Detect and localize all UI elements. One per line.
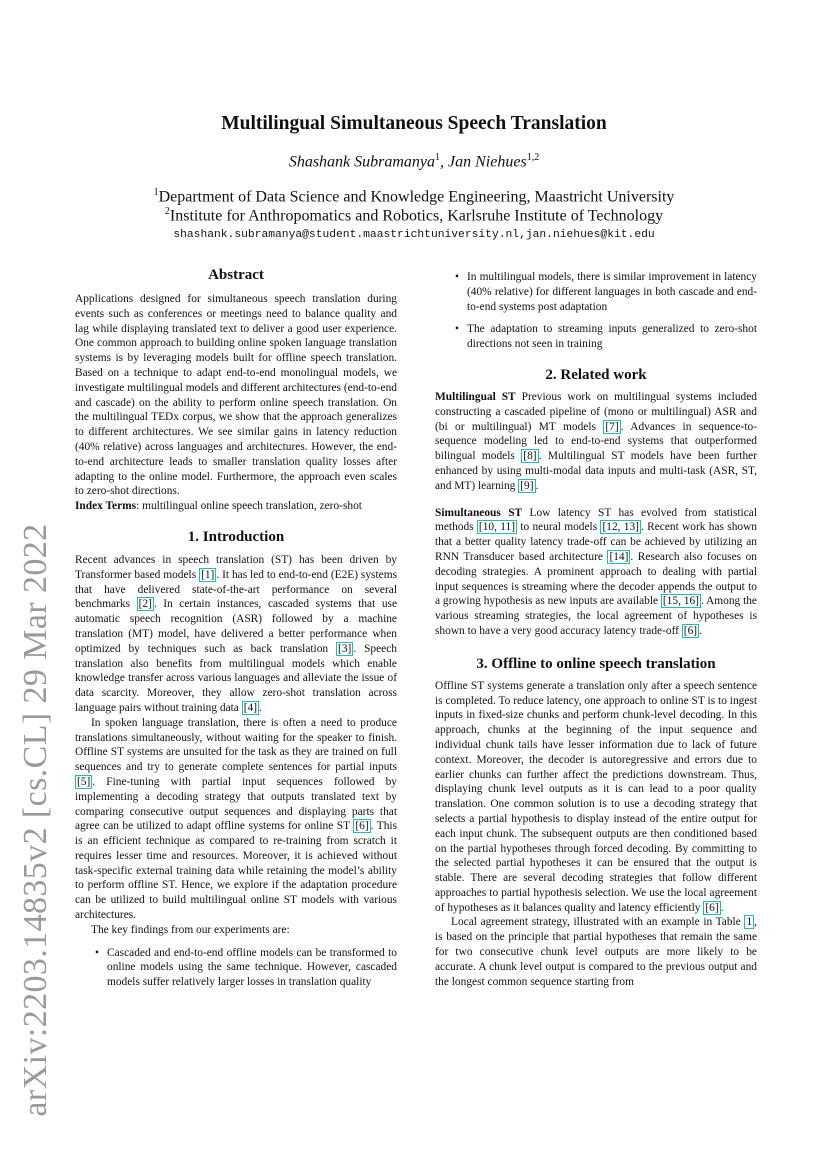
affiliation-text: Institute for Anthropomatics and Robotics, Karlsruhe Institute of Technology — [169, 207, 664, 225]
text-run: to neural models — [517, 521, 601, 534]
list-item: • The adaptation to streaming inputs generalized to zero-shot directions not seen in training — [435, 322, 757, 352]
intro-paragraph — [75, 553, 397, 716]
citation-link[interactable]: [1] — [201, 568, 215, 581]
citation-link[interactable]: [14] — [609, 550, 629, 563]
index-terms-label: Index Terms — [75, 500, 137, 513]
author-emails: shashank.subramanya@student.maastrichtuniversity.nl,jan.niehues@kit.edu — [173, 229, 655, 241]
right-column — [435, 270, 757, 989]
text-run: . Recent work has shown that a better quality latency trade-off can be achieved by utilizing an RNN Transducer based architecture — [435, 521, 758, 563]
index-terms-text: : multilingual online speech translation, zero-shot — [136, 500, 362, 513]
related-paragraph — [435, 390, 757, 494]
affiliation — [0, 187, 828, 206]
text-run: . In certain instances, cascaded systems that use automatic speech recognition (ASR) followed by a machine translation (MT) model, have delivered a better performance when optimized by techniques such as back translation — [75, 598, 397, 655]
offline-paragraph — [435, 679, 757, 916]
offline-paragraph — [435, 915, 757, 989]
list-item: • In multilingual models, there is similar improvement in latency (40% relative) for different languages in both cascade and end-to-end systems post adaptation — [435, 270, 757, 314]
citation-link[interactable]: [6] — [705, 901, 719, 914]
author-affiliation-mark: 1 — [435, 152, 441, 163]
intro-paragraph — [75, 716, 397, 923]
text-run: . Research also focuses on decoding strategies. A prominent approach to dealing with partial input sequences is streaming where the decoder appends the output to a growing hypothesis as new inputs are available — [435, 550, 757, 608]
citation-link[interactable]: [6] — [355, 820, 369, 833]
citation-link[interactable]: [7] — [605, 420, 619, 433]
text-run: . — [699, 624, 702, 637]
text-run: . It has led to end-to-end (E2E) systems that have delivered state-of-the-art performance on several benchmarks — [75, 568, 398, 611]
arxiv-sidebar — [14, 330, 58, 1117]
citation-link[interactable]: [5] — [77, 775, 91, 788]
citation-link[interactable]: [2] — [138, 598, 152, 611]
text-run: Local agreement strategy, illustrated with an example in Table — [451, 916, 745, 929]
text-run: . Advances in sequence-to-sequence modeling led to end-to-end systems that outperformed bilingual models — [435, 420, 757, 463]
affiliation-mark: 2 — [164, 206, 170, 217]
text-run: . This is an efficient technique as compared to re-training from scratch it requires lesser time and resources. Moreover, it is achieved without task-specific external training data while retaining the model’s ability to perform offline ST. Hence, we explore if the adaptation procedure can be utilized to build multilingual online ST models with various architectures. — [75, 820, 398, 922]
affiliation-mark: 1 — [153, 187, 159, 198]
citation-link[interactable]: [6] — [683, 624, 698, 637]
paragraph-label: Multilingual ST — [435, 390, 516, 403]
citation-link[interactable]: [4] — [243, 701, 257, 714]
citation-link[interactable]: [15, 16] — [662, 595, 699, 608]
list-item: • Cascaded and end-to-end offline models can be transformed to online models using the same technique. However, cascaded models suffer relatively larger losses in translation quality — [75, 946, 397, 990]
text-run: Recent advances in speech translation (ST) has been driven by Transformer based models — [75, 553, 397, 581]
text-run: In spoken language translation, there is often a need to produce translations simultaneously, without waiting for the speaker to finish. Offline ST systems are unsuited for the task as they are trained on full sequences and try to generate complete sentences for partial inputs — [75, 716, 397, 774]
citation-link[interactable]: [12, 13] — [602, 521, 639, 534]
author-list — [0, 152, 828, 171]
author-name: Jan Niehues — [448, 153, 527, 171]
text-run: . Speech translation also benefits from multilingual models which enable knowledge transfer across various languages and alleviate the issue of data scarcity. Moreover, they allow zero-shot translation across language pairs without training data — [75, 642, 397, 714]
left-column — [75, 264, 397, 990]
citation-link[interactable]: [10, 11] — [478, 521, 516, 534]
text-run: . Fine-tuning with partial input sequences followed by implementing a decoding strategy that outputs translated text by comparing consecutive output sequences and displaying parts that agree can be utilized to adapt offline systems for online ST — [75, 775, 397, 833]
section-heading-introduction: 1. Introduction — [187, 528, 285, 545]
section-heading-offline-to-online: 3. Offline to online speech translation — [476, 655, 716, 672]
author-separator: , — [440, 153, 449, 171]
author-affiliation-mark: 1,2 — [526, 152, 540, 163]
abstract-body — [75, 292, 397, 514]
text-run: . — [720, 901, 724, 914]
arxiv-identifier: arXiv:2203.14835v2 [cs.CL] 29 Mar 2022 — [17, 523, 54, 1117]
abstract-text: Applications designed for simultaneous speech translation during events such as conferences or meetings need to balance quality and lag while displaying translated text to deliver a good user experience. One common approach to building online spoken language translation systems is by leveraging models built for offline speech translation. Based on a technique to adapt end-to-end monolingual models, we investigate multilingual models and different architectures (end-to-end and cascade) on the ability to perform online speech translation. On the multilingual TEDx corpus, we show that the approach generalizes to different architectures. We see similar gains in latency reduction (40% relative) across languages and architectures. However, the end-to-end architecture leads to smaller translation quality losses after adapting to the online model. Furthermore, the approach even scales to zero-shot directions. — [75, 293, 397, 498]
citation-link[interactable]: [3] — [338, 642, 352, 655]
related-paragraph — [435, 506, 757, 639]
text-run: . Multilingual ST models have been further enhanced by using multi-modal data inputs and multi-task (ASR, ST, and MT) learning — [435, 450, 757, 492]
text-run: Offline ST systems generate a translation only after a speech sentence is completed. To reduce latency, one approach to online ST is to ingest inputs in fixed-size chunks and perform chunk-level decoding. In this approach, chunks at the beginning of the input sequence and individual chunk tails have lesser information due to lack of future context. Moreover, the decoder is autoregressive and errors due to earlier chunks can further affect the predictions downstream. Thus, displaying chunk level outputs as it is can lead to a poor quality translation. One common solution is to use a decoding strategy that selects a partial hypothesis to display instead of the entire output for each input chunk. The subsequent outputs are then conditioned based on the partial hypotheses through forced decoding. By committing to the selected partial hypotheses it can be ensured that the output is stable. There are several decoding strategies that follow different approaches to partial hypothesis selection. We use the local agreement of hypotheses as it balances quality and latency efficiently — [435, 679, 757, 914]
citation-link[interactable]: [8] — [523, 450, 537, 463]
affiliation-text: Department of Data Science and Knowledge Engineering, Maastricht University — [158, 188, 675, 206]
text-run: , is based on the principle that partial hypotheses that remain the same for two consecutive chunk level outputs are more likely to be accurate. A chunk level output is compared to the previous output and the longest common sequence starting from — [435, 916, 757, 988]
text-run: . Among the various streaming strategies, the local agreement of hypotheses is shown to have a very good accuracy latency trade-off — [435, 595, 757, 637]
citation-link[interactable]: [9] — [520, 479, 534, 492]
affiliation — [0, 206, 828, 225]
text-run: Previous work on multilingual systems included constructing a cascaded pipeline of (mono or multilingual) ASR and (bi or multilingual) MT models — [435, 390, 757, 433]
paper-title: Multilingual Simultaneous Speech Translation — [221, 113, 607, 134]
intro-paragraph: The key findings from our experiments are: — [91, 923, 290, 936]
table-reference-link[interactable]: 1 — [746, 916, 753, 929]
text-run: . — [535, 479, 539, 492]
paragraph-label: Simultaneous ST — [435, 506, 523, 519]
abstract-heading: Abstract — [208, 267, 264, 283]
author-name: Shashank Subramanya — [288, 153, 436, 171]
key-findings-list-continued — [435, 270, 757, 352]
text-run: Low latency ST has evolved from statistical methods — [435, 506, 757, 534]
key-findings-list — [75, 946, 397, 990]
section-heading-related-work: 2. Related work — [545, 366, 647, 383]
text-run: . — [259, 701, 262, 714]
